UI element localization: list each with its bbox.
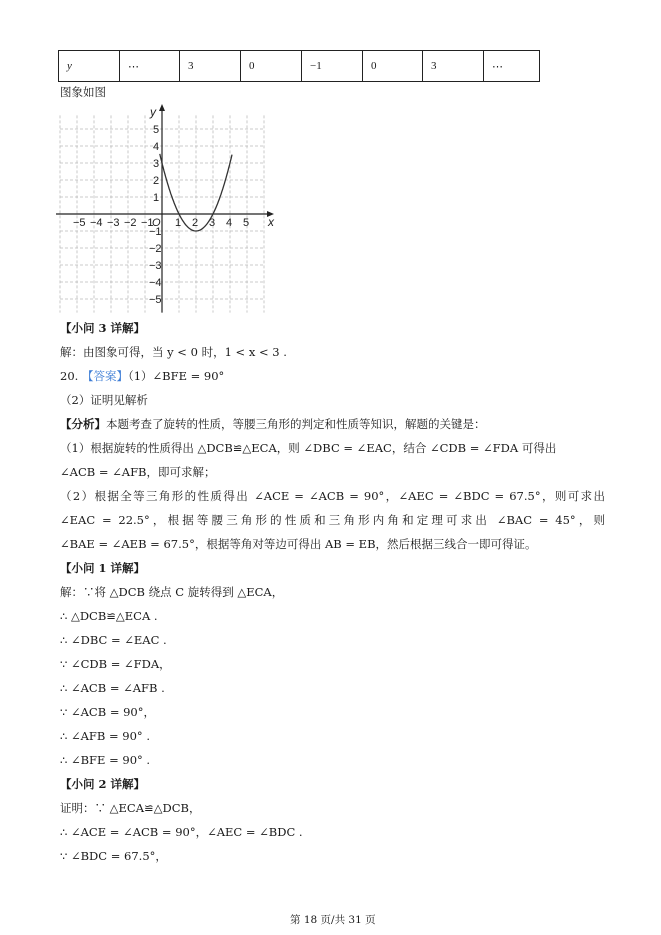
table-cell: 3 xyxy=(423,51,484,82)
y-tick-label: −3 xyxy=(149,260,162,272)
sub1-heading: 【小问 1 详解】 xyxy=(60,561,146,575)
x-tick-label: 3 xyxy=(209,217,216,229)
y-tick-label: 3 xyxy=(153,158,160,170)
table-cell: ⋯ xyxy=(120,51,180,82)
solution-line: ∴ ∠DBC = ∠EAC . xyxy=(60,633,167,647)
x-tick-label: 5 xyxy=(243,217,250,229)
sub2-heading: 【小问 2 详解】 xyxy=(60,777,146,791)
solution-line: ∴ △DCB≌△ECA . xyxy=(60,609,158,623)
question-number: 20. xyxy=(60,369,79,383)
x-tick-label: −4 xyxy=(90,217,103,229)
table-cell: 0 xyxy=(363,51,423,82)
y-tick-label: −4 xyxy=(149,277,162,289)
solution-line: 解：∵将 △DCB 绕点 C 旋转得到 △ECA， xyxy=(60,585,284,599)
y-axis-label: y xyxy=(150,105,156,119)
table-cell: ⋯ xyxy=(484,51,540,82)
solution-line: ∵ ∠CDB = ∠FDA， xyxy=(60,657,171,671)
analysis-2-line-2: ∠EAC = 22.5°，根据等腰三角形的性质和三角形内角和定理可求出 ∠BAC = 45°，则 xyxy=(60,513,605,527)
solution-line: ∴ ∠AFB = 90° . xyxy=(60,729,150,743)
analysis-line xyxy=(60,416,486,432)
tick-labels xyxy=(73,105,275,306)
table-row xyxy=(59,51,540,82)
answer-2: （2）证明见解析 xyxy=(60,393,148,407)
page-footer: 第 18 页/共 31 页 xyxy=(290,914,376,926)
table-cell: −1 xyxy=(302,51,363,82)
y-tick-label: 4 xyxy=(153,141,160,153)
analysis-1-line-1: （1）根据旋转的性质得出 △DCB≌△ECA，则 ∠DBC = ∠EAC，结合 ∠CDB = ∠FDA 可得出 xyxy=(60,441,557,455)
solution-line: ∵ ∠BDC = 67.5°， xyxy=(60,849,167,863)
x-tick-label: −3 xyxy=(107,217,120,229)
answer-1: （1）∠BFE = 90° xyxy=(127,369,225,383)
analysis-2-line-1: （2）根据全等三角形的性质得出 ∠ACE = ∠ACB = 90°，∠AEC = ∠BDC = 67.5°，则可求出 xyxy=(60,489,605,503)
y-axis-arrow xyxy=(159,104,165,111)
analysis-1-line-2: ∠ACB = ∠AFB，即可求解； xyxy=(60,465,216,479)
x-axis-label: x xyxy=(268,215,274,229)
x-tick-label: −2 xyxy=(124,217,137,229)
q3-solution: 解：由图象可得，当 y < 0 时，1 < x < 3 . xyxy=(60,345,287,359)
answer-tag: 【答案】 xyxy=(81,369,128,383)
y-tick-label: 2 xyxy=(153,175,160,187)
solution-line: ∴ ∠BFE = 90° . xyxy=(60,753,151,767)
axes xyxy=(56,104,274,313)
y-tick-label: 1 xyxy=(153,192,160,204)
x-tick-label: 2 xyxy=(192,217,199,229)
y-tick-label: −2 xyxy=(149,243,162,255)
x-tick-label: 1 xyxy=(175,217,182,229)
graph-caption: 图象如图 xyxy=(60,85,106,99)
y-tick-label: −1 xyxy=(149,226,162,238)
solution-line: 证明：∵ △ECA≌△DCB， xyxy=(60,801,201,815)
y-tick-label: 5 xyxy=(153,124,160,136)
solution-line: ∴ ∠ACB = ∠AFB . xyxy=(60,681,165,695)
table-cell: 0 xyxy=(241,51,302,82)
q20-answer-line xyxy=(60,368,224,384)
x-tick-label: −1 xyxy=(141,217,154,229)
x-tick-label: 4 xyxy=(226,217,233,229)
analysis-2-line-3: ∠BAE = ∠AEB = 67.5°，根据等角对等边可得出 AB = EB，然后根据三线合一即可得证。 xyxy=(60,537,537,551)
analysis-tag: 【分析】 xyxy=(60,417,106,431)
solution-line: ∵ ∠ACB = 90°， xyxy=(60,705,155,719)
value-table xyxy=(58,50,540,82)
x-tick-label: −5 xyxy=(73,217,86,229)
table-cell: y xyxy=(59,51,120,82)
q3-heading: 【小问 3 详解】 xyxy=(60,321,146,335)
y-tick-label: −5 xyxy=(149,294,162,306)
table-cell: 3 xyxy=(180,51,241,82)
solution-line: ∴ ∠ACE = ∠ACB = 90°，∠AEC = ∠BDC . xyxy=(60,825,303,839)
parabola-graph xyxy=(56,104,276,324)
analysis-text: 本题考查了旋转的性质，等腰三角形的判定和性质等知识，解题的关键是： xyxy=(106,417,486,431)
origin-label: O xyxy=(152,217,161,229)
